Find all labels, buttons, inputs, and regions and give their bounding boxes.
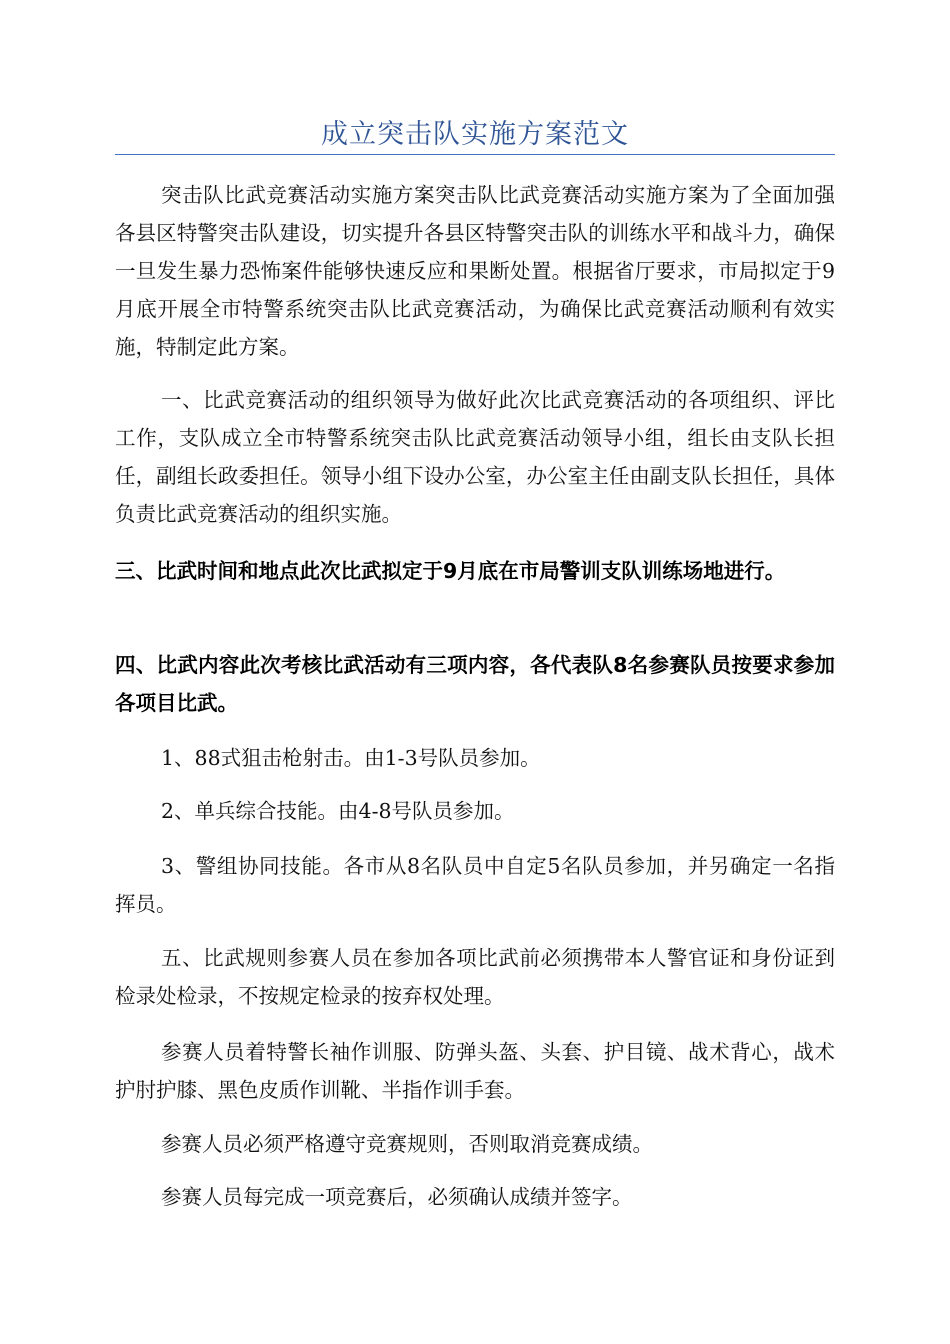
section-3-heading-paragraph: 三、比武时间和地点此次比武拟定于9月底在市局警训支队训练场地进行。 <box>115 559 786 583</box>
section-1-paragraph: 一、比武竞赛活动的组织领导为做好此次比武竞赛活动的各项组织、评比工作，支队成立全市特警系统突击队比武竞赛活动领导小组，组长由支队长担任，副组长政委担任。领导小组下设办公室，办公室主任由副支队长担任，具体负责比武竞赛活动的组织实施。 <box>115 388 835 526</box>
title-underline <box>115 154 835 155</box>
section-5-paragraph: 五、比武规则参赛人员在参加各项比武前必须携带本人警官证和身份证到检录处检录，不按规定检录的按弃权处理。 <box>115 946 835 1008</box>
item-3-paragraph: 3、警组协同技能。各市从8名队员中自定5名队员参加，并另确定一名指挥员。 <box>115 854 835 916</box>
section-4-heading-paragraph: 四、比武内容此次考核比武活动有三项内容，各代表队8名参赛队员按要求参加各项目比武。 <box>115 653 835 715</box>
document-title: 成立突击队实施方案范文 <box>321 119 629 150</box>
attire-paragraph: 参赛人员着特警长袖作训服、防弹头盔、头套、护目镜、战术背心，战术护肘护膝、黑色皮质作训靴、半指作训手套。 <box>115 1040 835 1102</box>
intro-paragraph: 突击队比武竞赛活动实施方案突击队比武竞赛活动实施方案为了全面加强各县区特警突击队建设，切实提升各县区特警突击队的训练水平和战斗力，确保一旦发生暴力恐怖案件能够快速反应和果断处置。根据省厅要求，市局拟定于9月底开展全市特警系统突击队比武竞赛活动，为确保比武竞赛活动顺利有效实施，特制定此方案。 <box>115 183 835 359</box>
rules-paragraph: 参赛人员必须严格遵守竞赛规则，否则取消竞赛成绩。 <box>161 1132 653 1156</box>
item-2-paragraph: 2、单兵综合技能。由4-8号队员参加。 <box>161 799 515 823</box>
item-1-paragraph: 1、88式狙击枪射击。由1-3号队员参加。 <box>161 746 541 770</box>
sign-paragraph: 参赛人员每完成一项竞赛后，必须确认成绩并签字。 <box>161 1185 633 1209</box>
